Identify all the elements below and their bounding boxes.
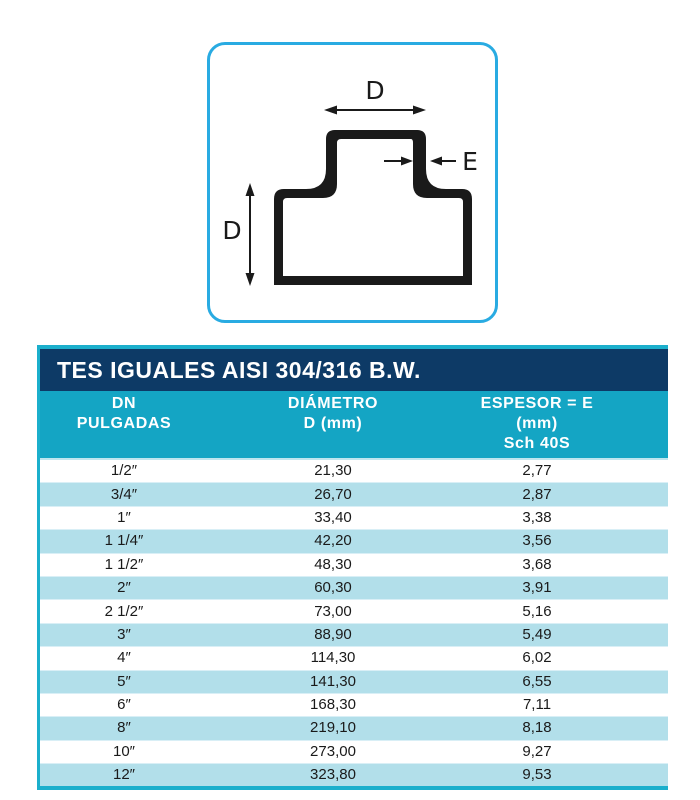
table-title-bar [40,349,668,391]
column-header-espesor: ESPESOR = E (mm) Sch 40S [480,395,594,452]
cell-dn: 3″ [117,625,131,643]
table-row [40,693,668,716]
d-top-label: D [365,76,385,105]
cell-dn: 6″ [117,696,131,714]
cell-dn: 5″ [117,672,131,690]
table-row [40,576,668,599]
cell-diametro: 323,80 [310,766,356,784]
table-row [40,529,668,552]
cell-espesor: 3,91 [522,579,552,597]
tee-fitting-shape [274,130,472,285]
cell-diametro: 42,20 [314,532,352,550]
cell-espesor: 5,16 [522,602,552,620]
cell-diametro: 141,30 [310,672,356,690]
column-header-dn: DN PULGADAS [76,395,172,432]
cell-espesor: 3,38 [522,508,552,526]
cell-dn: 1 1/4″ [104,532,144,550]
table-title: TES IGUALES AISI 304/316 B.W. [57,356,421,383]
cell-diametro: 48,30 [314,555,352,573]
table-body [40,458,668,786]
cell-dn: 1 1/2″ [104,555,144,573]
cell-dn: 8″ [117,719,131,737]
cell-espesor: 6,02 [522,649,552,667]
cell-espesor: 3,56 [522,532,552,550]
table-row [40,763,668,786]
cell-diametro: 33,40 [314,508,352,526]
cell-diametro: 73,00 [314,602,352,620]
cell-dn: 3/4″ [110,485,138,503]
cell-dn: 1″ [117,508,131,526]
tee-cross-section-drawing [210,45,495,320]
table-row [40,716,668,739]
cell-espesor: 6,55 [522,672,552,690]
cell-diametro: 219,10 [310,719,356,737]
cell-dn: 4″ [117,649,131,667]
cell-espesor: 9,27 [522,742,552,760]
cell-espesor: 2,77 [522,462,552,480]
cell-diametro: 114,30 [310,649,356,667]
cell-espesor: 3,68 [522,555,552,573]
cell-espesor: 9,53 [522,766,552,784]
dimension-arrow-d-side [246,183,255,286]
table-row [40,623,668,646]
cell-dn: 2″ [117,579,131,597]
cell-espesor: 7,11 [522,696,552,714]
cell-diametro: 273,00 [310,742,356,760]
e-label: E [462,147,478,176]
table-row [40,553,668,576]
table-row [40,506,668,529]
cell-espesor: 5,49 [522,625,552,643]
cell-diametro: 21,30 [314,462,352,480]
cell-diametro: 88,90 [314,625,352,643]
table-row [40,482,668,505]
table-row [40,599,668,622]
table-row [40,740,668,763]
table-row [40,670,668,693]
column-header-diametro: DIÁMETRO D (mm) [287,395,379,432]
d-side-label: D [222,216,242,245]
cell-diametro: 26,70 [314,485,352,503]
cell-espesor: 2,87 [522,485,552,503]
tee-diagram-panel [207,42,498,323]
cell-dn: 10″ [113,742,135,760]
dimension-arrow-d-top [324,106,426,115]
table-header-row [40,391,668,458]
table-row [40,646,668,669]
cell-dn: 12″ [113,766,135,784]
cell-espesor: 8,18 [522,719,552,737]
cell-dn: 1/2″ [110,462,138,480]
cell-diametro: 168,30 [310,696,356,714]
spec-table [37,345,668,790]
table-row [40,458,668,482]
cell-dn: 2 1/2″ [104,602,144,620]
cell-diametro: 60,30 [314,579,352,597]
